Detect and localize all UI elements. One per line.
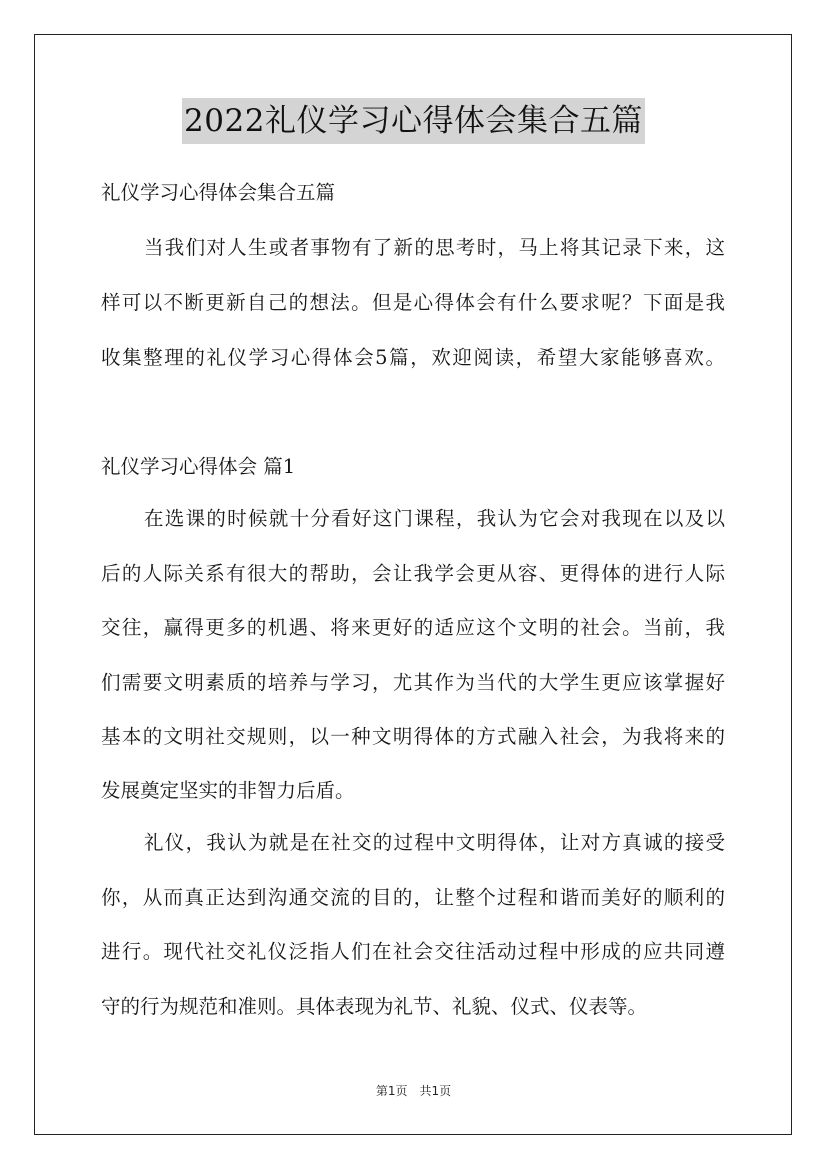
intro-line-2: 样可以不断更新自己的想法。但是心得体会有什么要求呢？下面是我 (101, 291, 725, 314)
para2-line-3: 进行。现代社交礼仪泛指人们在社会交往活动过程中形成的应共同遵 (101, 940, 725, 963)
page-number-total: 共1页 (419, 1084, 452, 1098)
para2-line-2: 你，从而真正达到沟通交流的目的，让整个过程和谐而美好的顺利的 (101, 886, 725, 909)
para1-line-5: 基本的文明社交规则，以一种文明得体的方式融入社会，为我将来的 (101, 725, 725, 748)
page-number-current: 第1页 (375, 1084, 408, 1098)
page-footer (0, 1082, 827, 1100)
para1-line-1: 在选课的时候就十分看好这门课程，我认为它会对我现在以及以 (144, 507, 725, 530)
title-block (0, 98, 827, 144)
document-title: 2022礼仪学习心得体会集合五篇 (182, 98, 645, 144)
para2-line-1: 礼仪，我认为就是在社交的过程中文明得体，让对方真诚的接受 (144, 831, 725, 854)
para1-line-4: 们需要文明素质的培养与学习，尤其作为当代的大学生更应该掌握好 (101, 671, 725, 694)
para1-line-2: 后的人际关系有很大的帮助，会让我学会更从容、更得体的进行人际 (101, 562, 725, 585)
document-subtitle: 礼仪学习心得体会集合五篇 (101, 181, 336, 204)
section-heading: 礼仪学习心得体会 篇1 (101, 455, 296, 478)
para2-line-4: 守的行为规范和准则。具体表现为礼节、礼貌、仪式、仪表等。 (101, 995, 648, 1018)
para1-line-6: 发展奠定坚实的非智力后盾。 (101, 779, 355, 802)
intro-line-1: 当我们对人生或者事物有了新的思考时，马上将其记录下来，这 (144, 236, 725, 259)
intro-line-3: 收集整理的礼仪学习心得体会5篇，欢迎阅读，希望大家能够喜欢。 (101, 346, 725, 369)
para1-line-3: 交往，赢得更多的机遇、将来更好的适应这个文明的社会。当前，我 (101, 616, 725, 639)
